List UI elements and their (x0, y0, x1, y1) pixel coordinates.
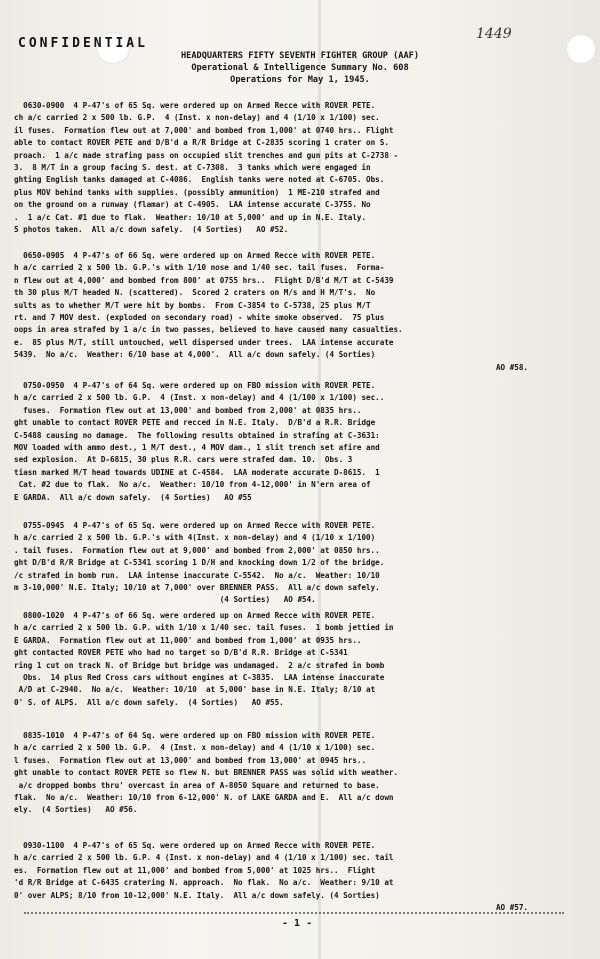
operation-paragraph (14, 380, 594, 504)
operation-text-line: fuses. Formation flew out at 13,000' and bombed from 2,000' at 0835 hrs.. (14, 405, 362, 415)
operation-paragraph (14, 730, 594, 817)
operation-text-line: 0' over ALPS; 8/10 from 10-12,000' N.E. Italy. All a/c down safely. (4 Sorties) (14, 890, 380, 900)
operation-text-line: h a/c carried 2 x 500 lb. G.P. 4 (Inst. x non-delay) and 4 (1/100 x 1/100) sec.. (14, 393, 385, 403)
operation-text-line: h a/c carried 2 x 500 lb. G.P.'s with 1/10 nose and 1/40 sec. tail fuses. Forma- (14, 263, 385, 273)
operation-paragraph (14, 250, 594, 374)
operation-text-line: E GARDA. Formation flew out at 11,000' and bombed from 1,000' at 0935 hrs.. (14, 635, 362, 645)
operation-text-line: h a/c carried 2 x 500 lb. G.P. with 1/10 x 1/40 sec. tail fuses. 1 bomb jettied in (14, 623, 394, 633)
operation-text-line: A/D at C-2940. No a/c. Weather: 10/10 at 5,000' base in N.E. Italy; 8/10 at (14, 685, 376, 695)
date-heading: Operations for May 1, 1945. (230, 75, 370, 85)
operation-time-line: 0755-0945 4 P-47's of 65 Sq. were ordered up on Armed Recce with ROVER PETE. (14, 521, 376, 530)
operation-paragraph (14, 100, 594, 236)
operation-time-line: 0930-1100 4 P-47's of 65 Sq. were ordered up on Armed Recce with ROVER PETE. (14, 841, 376, 850)
operation-text-line: 5 photos taken. All a/c down safely. (4 Sorties) AO #52. (14, 224, 289, 234)
operation-text-line: Cat. #2 due to flak. No a/c. Weather: 10/10 from 4-12,000' in N'ern area of (14, 480, 371, 490)
unit-heading: HEADQUARTERS FIFTY SEVENTH FIGHTER GROUP (AAF) (181, 51, 419, 61)
operation-text-line: es. Formation flew out at 11,000' and bombed from 5,000' at 1025 hrs.. Flight (14, 865, 376, 875)
operation-time-line: 0835-1010 4 P-47's of 64 Sq. were ordered up on FBO mission with ROVER PETE. (14, 731, 376, 740)
ao-reference: AO #58. (495, 362, 528, 372)
operation-text-line: 0' S. of ALPS. All a/c down safely. (4 Sorties) AO #55. (14, 697, 284, 707)
operation-text-line: ght D/B'd R/R Bridge at C-5341 scoring 1 D/H and knocking down 1/2 of the bridge. (14, 558, 385, 568)
operation-text-line: MOV loaded with ammo dest., 1 M/T dest., 4 MOV dam., 1 slit trench set afire and (14, 442, 380, 452)
operation-text-line: ghting English tanks damaged at C-4086. English tanks were noted at C-6705. Obs. (14, 175, 385, 185)
operation-text-line: ring 1 cut on track N. of Bridge but bridge was undamaged. 2 a/c strafed in bomb (14, 660, 385, 670)
operation-text-line: 5439. No a/c. Weather: 6/10 base at 4,000'. All a/c down safely. (4 Sorties) (14, 350, 376, 360)
operation-text-line: Obs. 14 plus Red Cross cars without engines at C-3835. LAA intense inaccurate (14, 672, 385, 682)
operation-text-line: proach. 1 a/c made strafing pass on occupied slit trenches and gun pits at C-2738 - (14, 150, 399, 160)
operation-text-line: ely. (4 Sorties) AO #56. (14, 805, 138, 815)
operation-text-line: . tail fuses. Formation flew out at 9,000' and bombed from 2,000' at 0850 hrs.. (14, 545, 380, 555)
operation-text-line: l fuses. Formation flew out at 13,000' and bombed from 13,000' at 0945 hrs.. (14, 755, 367, 765)
operation-time-line: 0650-0905 4 P-47's of 66 Sq. were ordered up on Armed Recce with ROVER PETE. (14, 251, 376, 260)
operation-text-line: sults as to whether M/T were hit by bombs. From C-3854 to C-5738, 25 plus M/T (14, 300, 371, 310)
operation-text-line: E GARDA. All a/c down safely. (4 Sorties) AO #55 (14, 492, 252, 502)
ao-reference: AO #57. (495, 902, 528, 912)
operation-text-line: h a/c carried 2 x 500 lb. G.P.'s with 4(Inst. x non-delay) and 4 (1/10 x 1/100) (14, 533, 376, 543)
operation-text-line: on the ground on a runway (flamar) at C-4905. LAA intense accurate C-3755. No (14, 200, 371, 210)
operation-text-line: tiasn marked M/T head towards UDINE at C-4584. LAA moderate accurate D-8615. 1 (14, 467, 380, 477)
operation-paragraph (14, 520, 594, 607)
operation-text-line: e. 85 plus M/T, still untouched, well dispersed under trees. LAA intense accurate (14, 337, 394, 347)
operation-text-line: il fuses. Formation flew out at 7,000' and bombed from 1,000' at 0740 hrs.. Flight (14, 125, 394, 135)
operation-text-line: sed explosion. At D-6815, 30 plus R.R. cars were strafed dam. 10. Obs. 3 (14, 455, 353, 465)
operation-text-line: a/c dropped bombs thru' overcast in area of A-8050 Square and returned to base. (14, 780, 380, 790)
operation-text-line: (4 Sorties) AO #54. (14, 595, 316, 605)
operation-text-line: able to contact ROVER PETE and D/B'd a R/R Bridge at C-2835 scoring 1 crater on S. (14, 138, 389, 148)
document-number: 1449 (476, 26, 512, 42)
operation-text-line: ch a/c carried 2 x 500 lb. G.P. 4 (Inst. x non-delay) and 4 (1/10 x 1/100) sec. (14, 113, 380, 123)
operation-text-line: m 3-10,000' N.E. Italy; 10/10 at 7,000' over BRENNER PASS. All a/c down safely. (14, 582, 380, 592)
operation-text-line: ght unable to contact ROVER PETE so flew N. but BRENNER PASS was solid with weather. (14, 768, 399, 778)
operation-time-line: 0750-0950 4 P-47's of 64 Sq. were ordered up on FBO mission with ROVER PETE. (14, 381, 376, 390)
operation-text-line: 3. 8 M/T in a group facing S. dest. at C-7308. 3 tanks which were engaged in (14, 162, 371, 172)
operation-time-line: 0630-0900 4 P-47's of 65 Sq. were ordered up on Armed Recce with ROVER PETE. (14, 101, 376, 110)
operation-text-line: flak. No a/c. Weather: 10/10 from 6-12,000' N. of LAKE GARDA and E. All a/c down (14, 792, 394, 802)
operation-text-line: th 30 plus M/T headed N. (scattered). Scored 2 craters on M/s and H M/T's. No (14, 288, 376, 298)
operation-text-line: C-5488 causing no damage. The following results obtained in strafing at C-3631: (14, 430, 380, 440)
page-number: - 1 - (282, 918, 313, 929)
operation-text-line: ght unable to contact ROVER PETE and recced in N.E. Italy. D/B'd a R.R. Bridge (14, 418, 376, 428)
operation-text-line: oops in area strafed by 1 a/c in two passes, believed to have caused many casualties. (14, 325, 403, 335)
operation-text-line: h a/c carried 2 x 500 lb. G.P. 4 (Inst. x non-delay) and 4 (1/10 x 1/100) sec. tail (14, 853, 394, 863)
operation-time-line: 0800-1020 4 P-47's of 66 Sq. were ordered up on Armed Recce with ROVER PETE. (14, 611, 376, 620)
operation-text-line: n flew out at 4,000' and bombed from 800' at 0755 hrs.. Flight D/B'd M/T at C-5439 (14, 275, 394, 285)
operation-text-line: ght contacted ROVER PETE who had no target so D/B'd R.R. Bridge at C-5341 (14, 648, 348, 658)
operation-text-line: /c strafed in bomb run. LAA intense inaccurate C-5542. No a/c. Weather: 10/10 (14, 570, 380, 580)
operation-paragraph (14, 610, 594, 709)
summary-heading: Operational & Intelligence Summary No. 608 (191, 63, 409, 73)
operation-text-line: plus MOV behind tanks with supplies. (possibly ammunition) 1 ME-210 strafed and (14, 187, 380, 197)
operation-text-line: rt. and 7 MOV dest. (exploded on secondary road) - white smoke observed. 75 plus (14, 312, 385, 322)
classification-stamp: CONFIDENTIAL (18, 36, 148, 51)
operation-text-line: h a/c carried 2 x 500 lb. G.P. 4 (Inst. x non-delay) and 4 (1/10 x 1/100) sec. (14, 743, 376, 753)
operation-text-line: . 1 a/c Cat. #1 due to flak. Weather: 10/10 at 5,000' and up in N.E. Italy. (14, 212, 367, 222)
operation-text-line: 'd R/R Bridge at C-6435 cratering N. approach. No flak. No a/c. Weather: 9/10 at (14, 878, 394, 888)
operation-paragraph (14, 840, 594, 914)
footer-rule (24, 912, 564, 916)
